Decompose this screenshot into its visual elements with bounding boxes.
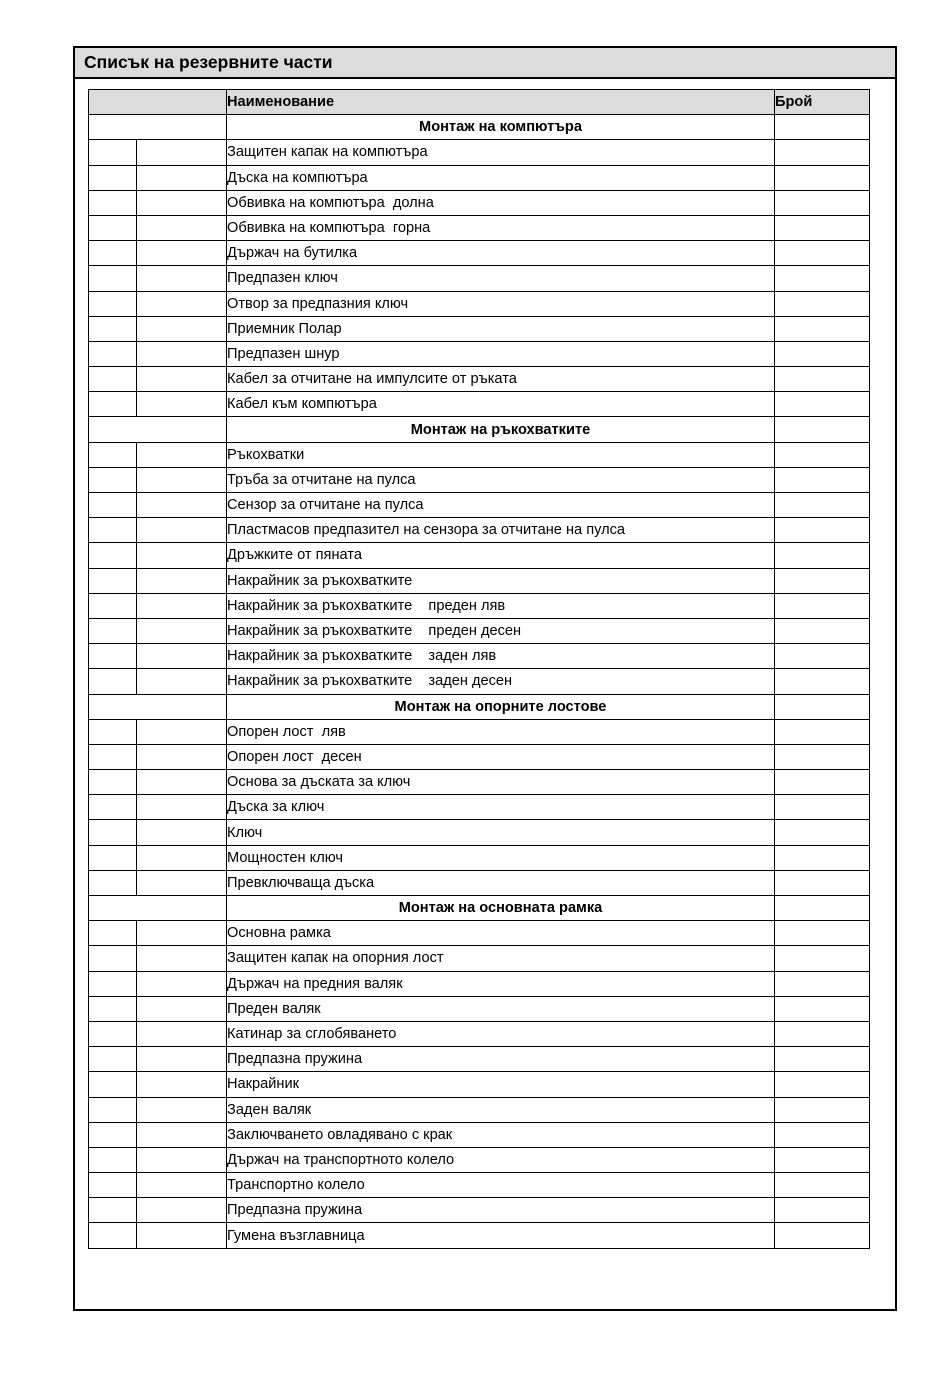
number-cell bbox=[89, 392, 137, 417]
number-cell bbox=[89, 190, 137, 215]
code-cell bbox=[137, 442, 227, 467]
count-cell bbox=[775, 719, 870, 744]
code-cell bbox=[137, 1122, 227, 1147]
table-row bbox=[89, 1147, 870, 1172]
code-cell bbox=[137, 341, 227, 366]
code-cell bbox=[137, 1021, 227, 1046]
count-cell bbox=[775, 1173, 870, 1198]
count-cell bbox=[775, 392, 870, 417]
code-cell bbox=[137, 1198, 227, 1223]
part-name: Предпазен шнур bbox=[227, 341, 775, 366]
part-name: Ключ bbox=[227, 820, 775, 845]
code-cell bbox=[137, 392, 227, 417]
section-row bbox=[89, 896, 870, 921]
code-cell bbox=[137, 215, 227, 240]
table-row bbox=[89, 241, 870, 266]
code-cell bbox=[137, 996, 227, 1021]
table-row bbox=[89, 140, 870, 165]
table-row bbox=[89, 845, 870, 870]
number-cell bbox=[89, 518, 137, 543]
part-name: Обвивка на компютъра долна bbox=[227, 190, 775, 215]
part-name: Мощностен ключ bbox=[227, 845, 775, 870]
section-title: Монтаж на основната рамка bbox=[227, 896, 775, 921]
count-cell bbox=[775, 165, 870, 190]
table-row bbox=[89, 921, 870, 946]
part-name: Катинар за сглобяването bbox=[227, 1021, 775, 1046]
table-row bbox=[89, 442, 870, 467]
number-cell bbox=[89, 1072, 137, 1097]
count-cell bbox=[775, 669, 870, 694]
part-name: Тръба за отчитане на пулса bbox=[227, 467, 775, 492]
count-cell bbox=[775, 493, 870, 518]
code-cell bbox=[137, 1223, 227, 1248]
count-cell bbox=[775, 1047, 870, 1072]
table-row bbox=[89, 1223, 870, 1248]
code-cell bbox=[137, 1072, 227, 1097]
code-cell bbox=[137, 493, 227, 518]
count-cell bbox=[775, 971, 870, 996]
number-cell bbox=[89, 316, 137, 341]
table-row bbox=[89, 770, 870, 795]
number-cell bbox=[89, 1147, 137, 1172]
count-cell bbox=[775, 190, 870, 215]
table-row bbox=[89, 1072, 870, 1097]
count-cell bbox=[775, 291, 870, 316]
code-cell bbox=[137, 744, 227, 769]
count-cell bbox=[775, 241, 870, 266]
table-row bbox=[89, 946, 870, 971]
number-cell bbox=[89, 644, 137, 669]
number-cell bbox=[89, 996, 137, 1021]
table-row bbox=[89, 719, 870, 744]
part-name: Пластмасов предпазител на сензора за отчитане на пулса bbox=[227, 518, 775, 543]
table-row bbox=[89, 266, 870, 291]
part-name: Приемник Полар bbox=[227, 316, 775, 341]
code-cell bbox=[137, 946, 227, 971]
header-count: Брой bbox=[775, 90, 870, 115]
part-name: Държач на транспортното колело bbox=[227, 1147, 775, 1172]
number-cell bbox=[89, 241, 137, 266]
code-cell bbox=[137, 971, 227, 996]
count-cell bbox=[775, 644, 870, 669]
table-row bbox=[89, 316, 870, 341]
part-name: Накрайник за ръкохватките bbox=[227, 568, 775, 593]
code-cell bbox=[137, 543, 227, 568]
number-cell bbox=[89, 1223, 137, 1248]
table-row bbox=[89, 341, 870, 366]
code-cell bbox=[137, 291, 227, 316]
count-cell bbox=[775, 1072, 870, 1097]
part-name: Предпазен ключ bbox=[227, 266, 775, 291]
number-cell bbox=[89, 618, 137, 643]
count-cell bbox=[775, 1198, 870, 1223]
part-name: Заден валяк bbox=[227, 1097, 775, 1122]
code-cell bbox=[137, 593, 227, 618]
page-title: Списък на резервните части bbox=[75, 48, 895, 79]
section-row bbox=[89, 115, 870, 140]
part-name: Защитен капак на опорния лост bbox=[227, 946, 775, 971]
number-cell bbox=[89, 1122, 137, 1147]
table-row bbox=[89, 644, 870, 669]
number-cell bbox=[89, 266, 137, 291]
code-cell bbox=[137, 921, 227, 946]
code-cell bbox=[137, 568, 227, 593]
count-cell bbox=[775, 1097, 870, 1122]
number-cell bbox=[89, 770, 137, 795]
section-title: Монтаж на компютъра bbox=[227, 115, 775, 140]
code-cell bbox=[137, 1047, 227, 1072]
count-cell bbox=[775, 215, 870, 240]
code-cell bbox=[137, 190, 227, 215]
header-blank-cell bbox=[89, 90, 227, 115]
count-cell bbox=[775, 367, 870, 392]
count-cell bbox=[775, 845, 870, 870]
table-row bbox=[89, 543, 870, 568]
code-cell bbox=[137, 316, 227, 341]
part-name: Предпазна пружина bbox=[227, 1047, 775, 1072]
count-cell bbox=[775, 316, 870, 341]
count-cell bbox=[775, 1122, 870, 1147]
number-cell bbox=[89, 1198, 137, 1223]
number-cell bbox=[89, 719, 137, 744]
count-cell bbox=[775, 568, 870, 593]
count-cell bbox=[775, 115, 870, 140]
table-row bbox=[89, 795, 870, 820]
header-name: Наименование bbox=[227, 90, 775, 115]
number-cell bbox=[89, 971, 137, 996]
part-name: Отвор за предпазния ключ bbox=[227, 291, 775, 316]
part-name: Транспортно колело bbox=[227, 1173, 775, 1198]
code-cell bbox=[137, 367, 227, 392]
code-cell bbox=[137, 618, 227, 643]
section-blank-cell bbox=[89, 896, 227, 921]
count-cell bbox=[775, 593, 870, 618]
code-cell bbox=[137, 845, 227, 870]
table-row bbox=[89, 669, 870, 694]
code-cell bbox=[137, 467, 227, 492]
number-cell bbox=[89, 1047, 137, 1072]
count-cell bbox=[775, 618, 870, 643]
count-cell bbox=[775, 543, 870, 568]
part-name: Накрайник за ръкохватките заден десен bbox=[227, 669, 775, 694]
table-row bbox=[89, 1047, 870, 1072]
code-cell bbox=[137, 770, 227, 795]
number-cell bbox=[89, 442, 137, 467]
number-cell bbox=[89, 795, 137, 820]
part-name: Накрайник bbox=[227, 1072, 775, 1097]
section-row bbox=[89, 694, 870, 719]
table-row bbox=[89, 190, 870, 215]
table-row bbox=[89, 820, 870, 845]
section-row bbox=[89, 417, 870, 442]
count-cell bbox=[775, 820, 870, 845]
part-name: Гумена възглавница bbox=[227, 1223, 775, 1248]
number-cell bbox=[89, 493, 137, 518]
count-cell bbox=[775, 744, 870, 769]
count-cell bbox=[775, 442, 870, 467]
part-name: Опорен лост ляв bbox=[227, 719, 775, 744]
part-name: Дръжките от пяната bbox=[227, 543, 775, 568]
table-row bbox=[89, 493, 870, 518]
code-cell bbox=[137, 241, 227, 266]
section-title: Монтаж на ръкохватките bbox=[227, 417, 775, 442]
part-name: Държач на бутилка bbox=[227, 241, 775, 266]
number-cell bbox=[89, 845, 137, 870]
table-row bbox=[89, 165, 870, 190]
code-cell bbox=[137, 669, 227, 694]
code-cell bbox=[137, 518, 227, 543]
part-name: Накрайник за ръкохватките преден ляв bbox=[227, 593, 775, 618]
part-name: Основа за дъската за ключ bbox=[227, 770, 775, 795]
part-name: Кабел към компютъра bbox=[227, 392, 775, 417]
table-row bbox=[89, 568, 870, 593]
number-cell bbox=[89, 543, 137, 568]
table-row bbox=[89, 1122, 870, 1147]
table-row bbox=[89, 744, 870, 769]
part-name: Основна рамка bbox=[227, 921, 775, 946]
number-cell bbox=[89, 215, 137, 240]
code-cell bbox=[137, 1097, 227, 1122]
number-cell bbox=[89, 1021, 137, 1046]
code-cell bbox=[137, 820, 227, 845]
table-row bbox=[89, 996, 870, 1021]
part-name: Дъска за ключ bbox=[227, 795, 775, 820]
count-cell bbox=[775, 1223, 870, 1248]
count-cell bbox=[775, 870, 870, 895]
number-cell bbox=[89, 946, 137, 971]
number-cell bbox=[89, 820, 137, 845]
part-name: Предпазна пружина bbox=[227, 1198, 775, 1223]
count-cell bbox=[775, 266, 870, 291]
section-title: Монтаж на опорните лостове bbox=[227, 694, 775, 719]
table-row bbox=[89, 215, 870, 240]
part-name: Опорен лост десен bbox=[227, 744, 775, 769]
code-cell bbox=[137, 266, 227, 291]
section-blank-cell bbox=[89, 694, 227, 719]
count-cell bbox=[775, 1021, 870, 1046]
count-cell bbox=[775, 1147, 870, 1172]
code-cell bbox=[137, 870, 227, 895]
table-row bbox=[89, 367, 870, 392]
part-name: Преден валяк bbox=[227, 996, 775, 1021]
number-cell bbox=[89, 568, 137, 593]
part-name: Накрайник за ръкохватките преден десен bbox=[227, 618, 775, 643]
table-row bbox=[89, 870, 870, 895]
part-name: Превключваща дъска bbox=[227, 870, 775, 895]
spare-parts-table bbox=[88, 89, 870, 1249]
code-cell bbox=[137, 1147, 227, 1172]
count-cell bbox=[775, 467, 870, 492]
table-row bbox=[89, 971, 870, 996]
number-cell bbox=[89, 1097, 137, 1122]
count-cell bbox=[775, 921, 870, 946]
number-cell bbox=[89, 744, 137, 769]
number-cell bbox=[89, 870, 137, 895]
number-cell bbox=[89, 1173, 137, 1198]
number-cell bbox=[89, 467, 137, 492]
code-cell bbox=[137, 165, 227, 190]
table-row bbox=[89, 618, 870, 643]
number-cell bbox=[89, 593, 137, 618]
number-cell bbox=[89, 291, 137, 316]
part-name: Заключването овладявано с крак bbox=[227, 1122, 775, 1147]
code-cell bbox=[137, 719, 227, 744]
part-name: Дъска на компютъра bbox=[227, 165, 775, 190]
table-body bbox=[89, 115, 870, 1248]
code-cell bbox=[137, 795, 227, 820]
count-cell bbox=[775, 795, 870, 820]
table-row bbox=[89, 1097, 870, 1122]
count-cell bbox=[775, 518, 870, 543]
count-cell bbox=[775, 896, 870, 921]
part-name: Ръкохватки bbox=[227, 442, 775, 467]
count-cell bbox=[775, 341, 870, 366]
number-cell bbox=[89, 669, 137, 694]
section-blank-cell bbox=[89, 417, 227, 442]
number-cell bbox=[89, 165, 137, 190]
number-cell bbox=[89, 367, 137, 392]
code-cell bbox=[137, 644, 227, 669]
part-name: Държач на предния валяк bbox=[227, 971, 775, 996]
table-row bbox=[89, 1173, 870, 1198]
part-name: Защитен капак на компютъра bbox=[227, 140, 775, 165]
table-row bbox=[89, 518, 870, 543]
part-name: Накрайник за ръкохватките заден ляв bbox=[227, 644, 775, 669]
table-row bbox=[89, 1198, 870, 1223]
part-name: Сензор за отчитане на пулса bbox=[227, 493, 775, 518]
count-cell bbox=[775, 140, 870, 165]
table-row bbox=[89, 1021, 870, 1046]
section-blank-cell bbox=[89, 115, 227, 140]
number-cell bbox=[89, 140, 137, 165]
count-cell bbox=[775, 996, 870, 1021]
table-header-row bbox=[89, 90, 870, 115]
count-cell bbox=[775, 694, 870, 719]
number-cell bbox=[89, 921, 137, 946]
count-cell bbox=[775, 946, 870, 971]
part-name: Обвивка на компютъра горна bbox=[227, 215, 775, 240]
table-row bbox=[89, 291, 870, 316]
count-cell bbox=[775, 417, 870, 442]
number-cell bbox=[89, 341, 137, 366]
part-name: Кабел за отчитане на импулсите от ръката bbox=[227, 367, 775, 392]
count-cell bbox=[775, 770, 870, 795]
code-cell bbox=[137, 140, 227, 165]
table-row bbox=[89, 593, 870, 618]
table-row bbox=[89, 392, 870, 417]
table-row bbox=[89, 467, 870, 492]
code-cell bbox=[137, 1173, 227, 1198]
